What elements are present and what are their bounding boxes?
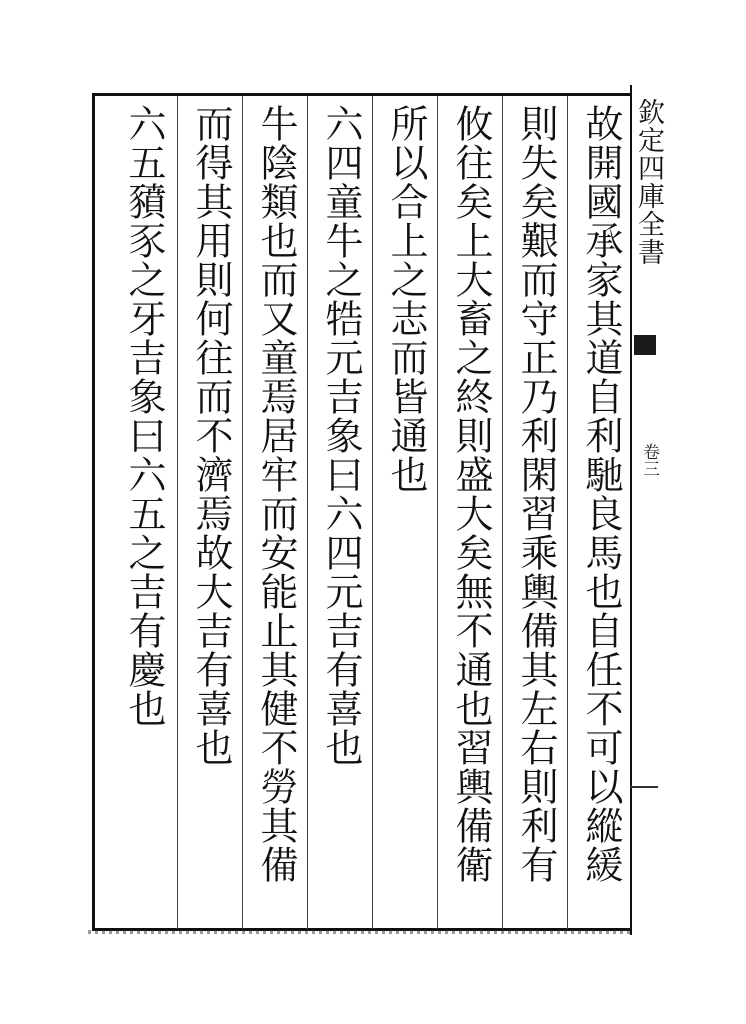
fishtail-mark (634, 335, 656, 355)
column-divider (242, 96, 243, 929)
column-divider (372, 96, 373, 929)
text-column-2: 則失矣艱而守正乃利閑習乘輿備其左右則利有 (514, 104, 558, 884)
column-divider (307, 96, 308, 929)
text-column-5: 六四童牛之牿元吉象曰六四元吉有喜也 (319, 104, 363, 767)
text-column-1: 故開國承家其道自利馳良馬也自任不可以縱緩 (579, 104, 623, 884)
fold-divider (630, 786, 658, 788)
text-column-6: 牛陰類也而又童焉居牢而安能止其健不勞其備 (254, 104, 298, 884)
column-divider (437, 96, 438, 929)
column-divider (502, 96, 503, 929)
text-column-8: 六五豶豕之牙吉象曰六五之吉有慶也 (122, 104, 166, 728)
column-divider (567, 96, 568, 929)
scan-edge (88, 930, 633, 934)
text-column-3: 攸往矣上大畜之終則盛大矣無不通也習輿備衛 (449, 104, 493, 884)
book-title: 欽定四庫全書 (633, 98, 664, 266)
volume-label: 卷三 (639, 443, 659, 477)
text-column-4: 所以合上之志而皆通也 (384, 104, 428, 494)
text-column-7: 而得其用則何往而不濟焉故大吉有喜也 (189, 104, 233, 767)
column-divider (177, 96, 178, 929)
